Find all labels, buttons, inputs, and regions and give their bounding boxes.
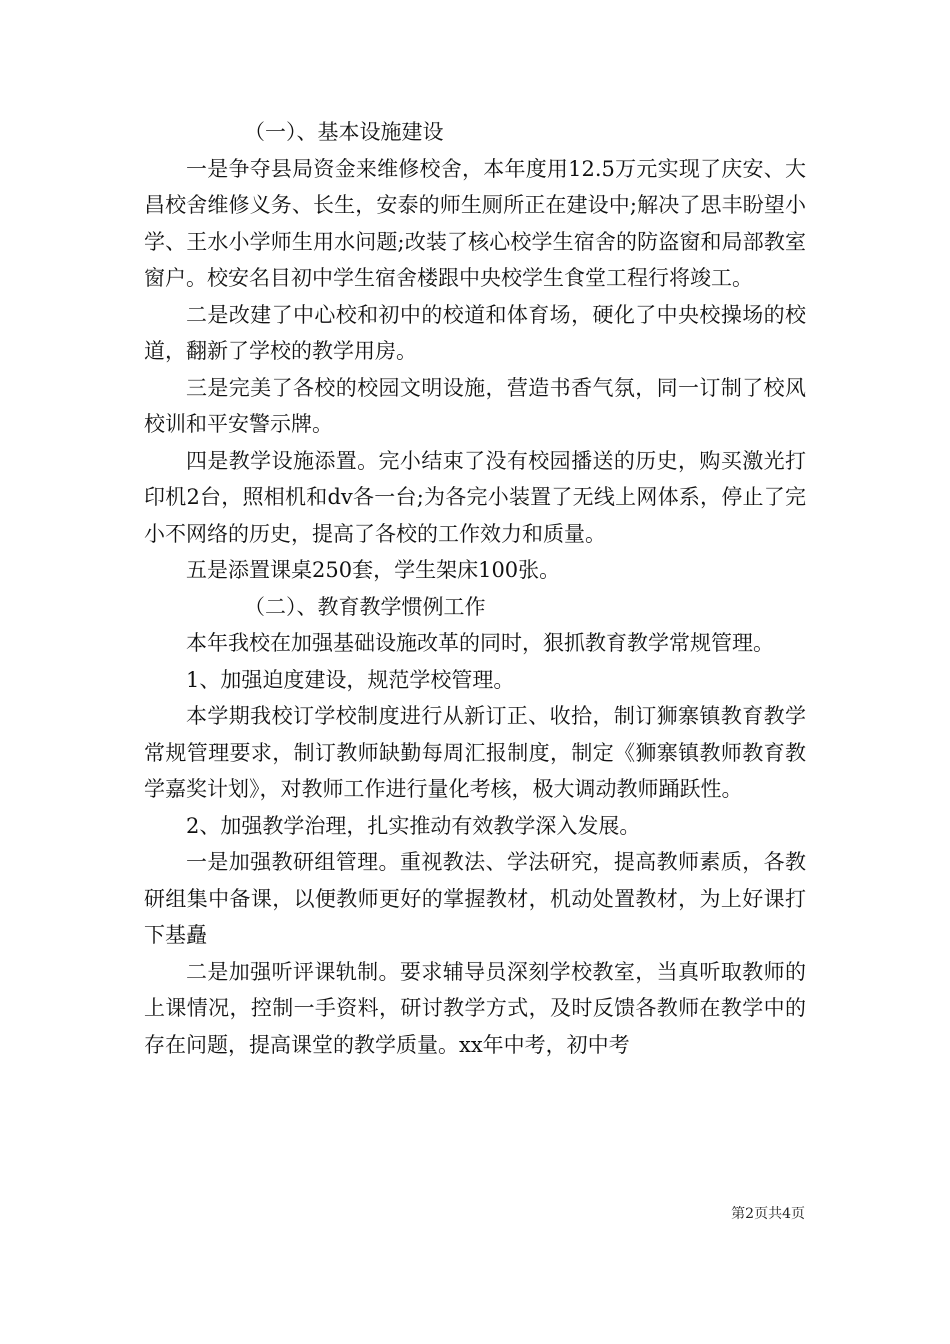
paragraph: 一是争夺县局资金来维修校舍，本年度用12.5万元实现了庆安、大昌校舍维修义务、长生，安泰的师生厕所正在建设中;解决了思丰盼望小学、王水小学师生用水问题;改装了核心校学生宿舍的防盗窗和局部教室窗户。校安名目初中学生宿舍楼跟中央校学生食堂工程行将竣工。	[144, 156, 806, 290]
paragraph: 四是教学设施添置。完小结束了没有校园播送的历史，购买激光打印机2台，照相机和dv各一台;为各完小装置了无线上网体系，停止了完小不网络的历史，提高了各校的工作效力和质量。	[144, 448, 806, 546]
paragraph: 二是改建了中心校和初中的校道和体育场，硬化了中央校操场的校道，翻新了学校的教学用房。	[144, 302, 806, 363]
section-heading-2: （二）、教育教学惯例工作	[244, 594, 486, 619]
page-number: 第2页共4页	[731, 1206, 805, 1222]
paragraph: 2、加强教学治理，扎实推动有效教学深入发展。	[186, 813, 641, 838]
section-heading-1: （一）、基本设施建设	[244, 120, 444, 144]
paragraph: 本年我校在加强基础设施改革的同时，狠抓教育教学常规管理。	[186, 631, 774, 655]
paragraph: 五是添置课桌250套，学生架床100张。	[186, 558, 561, 582]
paragraph: 1、加强迫度建设，规范学校管理。	[186, 667, 515, 692]
paragraph: 二是加强听评课轨制。要求辅导员深刻学校教室，当真听取教师的上课情况，控制一手资料，研讨教学方式，及时反馈各教师在教学中的存在问题，提高课堂的教学质量。xx年中考，初中考	[144, 959, 806, 1057]
paragraph: 一是加强教研组管理。重视教法、学法研究，提高教师素质，各教研组集中备课，以便教师更好的掌握教材，机动处置教材，为上好课打下基矗	[144, 850, 806, 947]
paragraph: 本学期我校订学校制度进行从新订正、收拾，制订狮寨镇教育教学常规管理要求，制订教师缺勤每周汇报制度，制定《狮寨镇教师教育教学嘉奖计划》，对教师工作进行量化考核，极大调动教师踊跃性。	[144, 704, 806, 801]
document-body	[144, 114, 806, 1063]
paragraph: 三是完美了各校的校园文明设施，营造书香气氛，同一订制了校风校训和平安警示牌。	[144, 375, 806, 436]
